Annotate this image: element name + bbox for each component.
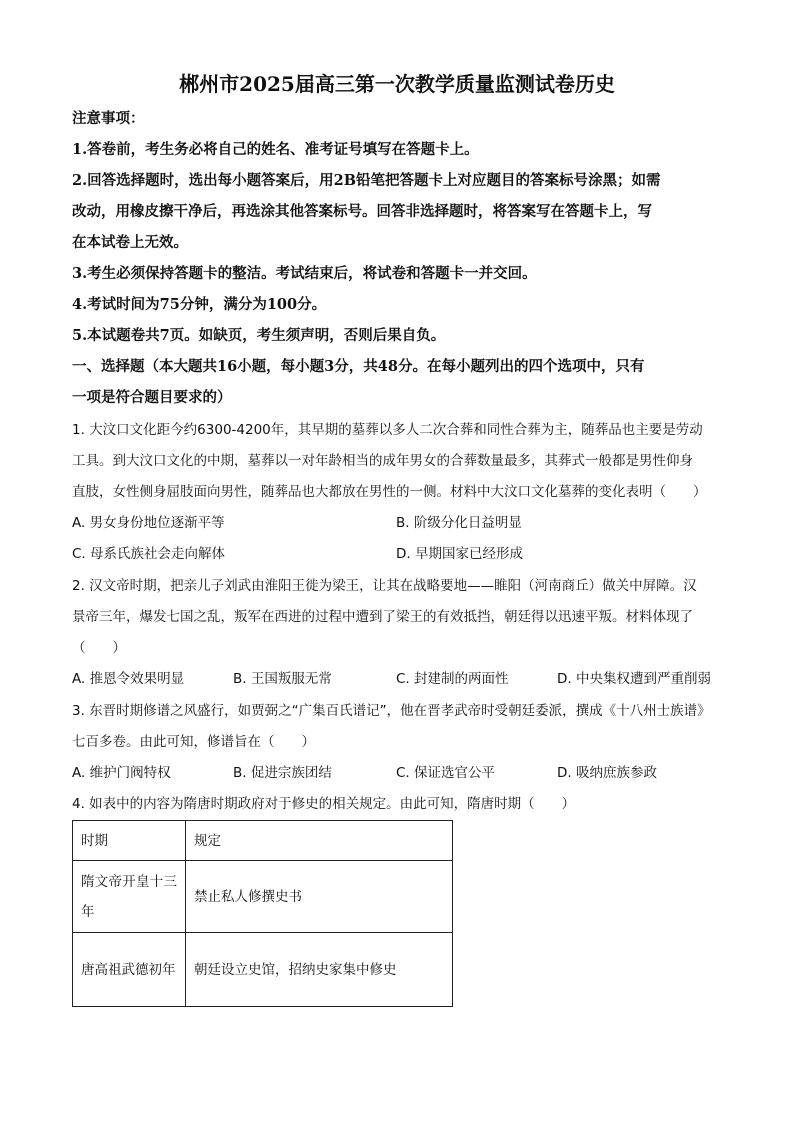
notes-line-3: 改动，用橡皮擦干净后，再选涂其他答案标号。回答非选择题时，将答案写在答题卡上，写 bbox=[72, 203, 652, 220]
q2-option-a: A. 推恩令效果明显 bbox=[72, 671, 185, 687]
q3-option-c: C. 保证选官公平 bbox=[396, 765, 496, 781]
q1-option-c: C. 母系氏族社会走向解体 bbox=[72, 546, 226, 562]
q2-option-b: B. 王国叛服无常 bbox=[233, 671, 332, 687]
table-header-row bbox=[73, 821, 453, 861]
q1-option-a: A. 男女身份地位逐渐平等 bbox=[72, 515, 225, 531]
q3-option-d: D. 吸纳庶族参政 bbox=[557, 765, 657, 781]
q2-option-c: C. 封建制的两面性 bbox=[396, 671, 509, 687]
q3-stem-line-2: 七百多卷。由此可知，修谱旨在（ ） bbox=[72, 734, 315, 750]
notes-line-4: 在本试卷上无效。 bbox=[72, 234, 188, 251]
table-cell-period: 唐高祖武德初年 bbox=[73, 933, 186, 1007]
q3-option-b: B. 促进宗族团结 bbox=[233, 765, 332, 781]
notes-line-5: 3.考生必须保持答题卡的整洁。考试结束后，将试卷和答题卡一并交回。 bbox=[72, 265, 537, 282]
notes-line-6: 4.考试时间为75分钟，满分为100分。 bbox=[72, 296, 327, 313]
table-cell-rule: 朝廷设立史馆，招纳史家集中修史 bbox=[186, 933, 453, 1007]
table-cell-rule: 禁止私人修撰史书 bbox=[186, 861, 453, 933]
table-header-rule: 规定 bbox=[186, 821, 453, 861]
table-row bbox=[73, 933, 453, 1007]
notes-line-2: 2.回答选择题时，选出每小题答案后，用2B铅笔把答题卡上对应题目的答案标号涂黑；如需 bbox=[72, 172, 661, 189]
q2-stem-line-1: 2. 汉文帝时期，把亲儿子刘武由淮阳王徙为梁王，让其在战略要地——睢阳（河南商丘）做关中屏障。汉 bbox=[72, 578, 697, 594]
notes-heading: 注意事项： bbox=[72, 110, 145, 127]
table-row bbox=[73, 861, 453, 933]
notes-line-7: 5.本试题卷共7页。如缺页，考生须声明，否则后果自负。 bbox=[72, 327, 446, 344]
table-cell-period: 隋文帝开皇十三年 bbox=[73, 861, 186, 933]
notes-line-1: 1.答卷前，考生务必将自己的姓名、准考证号填写在答题卡上。 bbox=[72, 141, 479, 158]
q2-stem-line-2: 景帝三年，爆发七国之乱，叛军在西进的过程中遭到了梁王的有效抵挡，朝廷得以迅速平叛。材料体现了 bbox=[72, 609, 693, 625]
section-heading-line-1: 一、选择题（本大题共16小题，每小题3分，共48分。在每小题列出的四个选项中，只有 bbox=[72, 358, 645, 375]
q1-stem-line-1: 1. 大汶口文化距今约6300-4200年，其早期的墓葬以多人二次合葬和同性合葬为主，随葬品也主要是劳动 bbox=[72, 422, 703, 438]
table-header-period: 时期 bbox=[73, 821, 186, 861]
regulations-table bbox=[72, 820, 453, 1007]
q3-stem-line-1: 3. 东晋时期修谱之风盛行，如贾弼之“广集百氏谱记”，他在晋孝武帝时受朝廷委派，撰成《十八州士族谱》 bbox=[72, 703, 711, 719]
q4-stem-line-1: 4. 如表中的内容为隋唐时期政府对于修史的相关规定。由此可知，隋唐时期（ ） bbox=[72, 796, 576, 812]
q2-option-d: D. 中央集权遭到严重削弱 bbox=[557, 671, 711, 687]
q1-option-d: D. 早期国家已经形成 bbox=[396, 546, 523, 562]
section-heading-line-2: 一项是符合题目要求的） bbox=[72, 389, 232, 406]
q1-option-b: B. 阶级分化日益明显 bbox=[396, 515, 522, 531]
q1-stem-line-2: 工具。到大汶口文化的中期，墓葬以一对年龄相当的成年男女的合葬数量最多，其葬式一般都是男性仰身 bbox=[72, 453, 693, 469]
q3-option-a: A. 维护门阀特权 bbox=[72, 765, 171, 781]
page-title: 郴州市2025届高三第一次教学质量监测试卷历史 bbox=[179, 72, 615, 96]
q1-stem-line-3: 直肢，女性侧身屈肢面向男性，随葬品也大都放在男性的一侧。材料中大汶口文化墓葬的变化表明（ ） bbox=[72, 484, 707, 500]
q2-stem-line-3: （ ） bbox=[72, 640, 126, 656]
